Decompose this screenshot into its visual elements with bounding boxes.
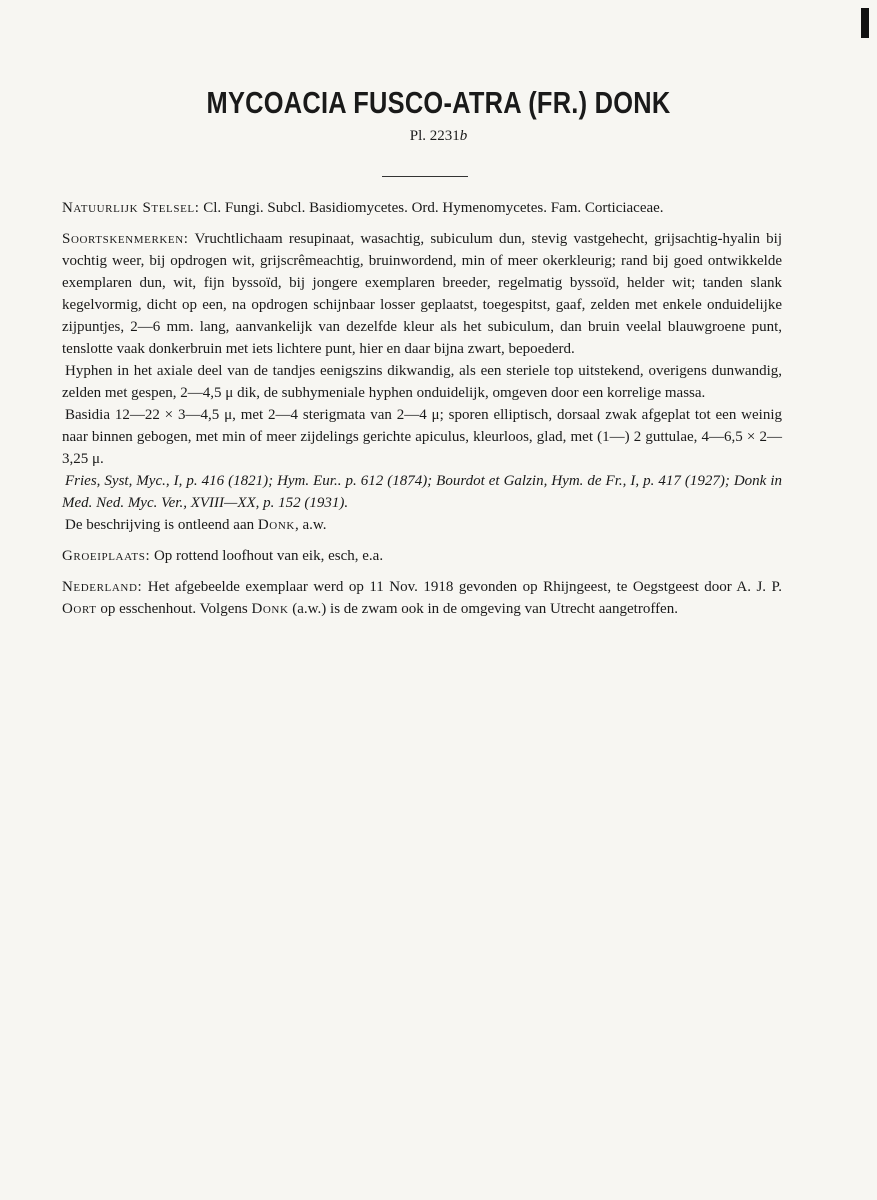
references-paragraph: Fries, Syst, Myc., I, p. 416 (1821); Hym. Eur.. p. 612 (1874); Bourdot et Galzin, Hym. de Fr., I, p. 417 (1927); Donk in Med. Ned. Myc. Ver., XVIII—XX, p. 152 (1931). (62, 473, 782, 511)
natuurlijk-stelsel-label: Natuurlijk Stelsel: (62, 200, 200, 216)
nederland-collector: Oort (62, 601, 97, 617)
plate-prefix: Pl. 2231 (409, 128, 460, 144)
groeiplaats-text: Op rottend loofhout van eik, esch, e.a. (150, 548, 384, 564)
groeiplaats-paragraph (62, 545, 782, 567)
groeiplaats-label: Groeiplaats: (62, 548, 151, 564)
nederland-text-end: (a.w.) is de zwam ook in de omgeving van Utrecht aangetroffen. (288, 601, 678, 617)
nederland-text: Het afgebeelde exemplaar werd op 11 Nov. 1918 gevonden op Rhijngeest, te Oegstgeest door A. J. P. (142, 579, 782, 595)
natuurlijk-stelsel-text: Cl. Fungi. Subcl. Basidiomycetes. Ord. Hymenomycetes. Fam. Corticiaceae. (199, 200, 664, 216)
soortskenmerken-label: Soortskenmerken: (62, 231, 189, 247)
natuurlijk-stelsel-paragraph (62, 197, 782, 219)
page-title: MYCOACIA FUSCO-ATRA (FR.) DONK (206, 85, 671, 120)
nederland-author: Donk (251, 601, 289, 617)
hyphen-paragraph: Hyphen in het axiale deel van de tandjes eenigszins dikwandig, als een steriele top uitstekend, overigens dunwandig, zelden met gespen, 2—4,5 μ dik, de subhymeniale hyphen onduidelijk, omgeven door een korrelige massa. (62, 363, 782, 401)
soortskenmerken-paragraph (62, 228, 782, 360)
plate-suffix: b (459, 128, 468, 144)
nederland-label: Nederland: (62, 579, 143, 595)
beschrijving-text: De beschrijving is ontleend aan (65, 517, 258, 533)
nederland-text-mid: op esschenhout. Volgens (96, 601, 252, 617)
beschrijving-suffix: , a.w. (294, 517, 327, 533)
divider (382, 176, 468, 177)
plate-number (0, 128, 877, 145)
beschrijving-author: Donk (257, 517, 295, 533)
document-body (62, 197, 782, 620)
corner-mark (861, 8, 869, 38)
soortskenmerken-text: Vruchtlichaam resupinaat, wasachtig, subiculum dun, stevig vastgehecht, grijsachtig-hyalin bij vochtig weer, bij opdrogen wit, grijscrêmeachtig, bruinwordend, min of meer okerkleurig; rand bij goed ontwikkelde exemplaren dun, wit, fijn byssoïd, bij jongere exemplaren breeder, regelmatig byssoïd, helder wit; tanden slank kegelvormig, dicht op een, na opdrogen schijnbaar losser geplaatst, toegespitst, gaaf, zelden met enkele onduidelijke zijpuntjes, 2—6 mm. lang, aanvankelijk van dezelfde kleur als het subiculum, dan bruin veelal blauwgroene punt, tenslotte vaak donkerbruin met iets lichtere punt, hier en daar bijna zwart, bepoederd. (62, 231, 782, 357)
basidia-paragraph: Basidia 12—22 × 3—4,5 μ, met 2—4 sterigmata van 2—4 μ; sporen elliptisch, dorsaal zwak afgeplat tot een weinig naar binnen gebogen, met min of meer zijdelings gerichte apiculus, kleurloos, glad, met (1—) 2 guttulae, 4—6,5 × 2—3,25 μ. (62, 407, 782, 467)
beschrijving-paragraph (62, 514, 782, 536)
nederland-paragraph (62, 576, 782, 620)
